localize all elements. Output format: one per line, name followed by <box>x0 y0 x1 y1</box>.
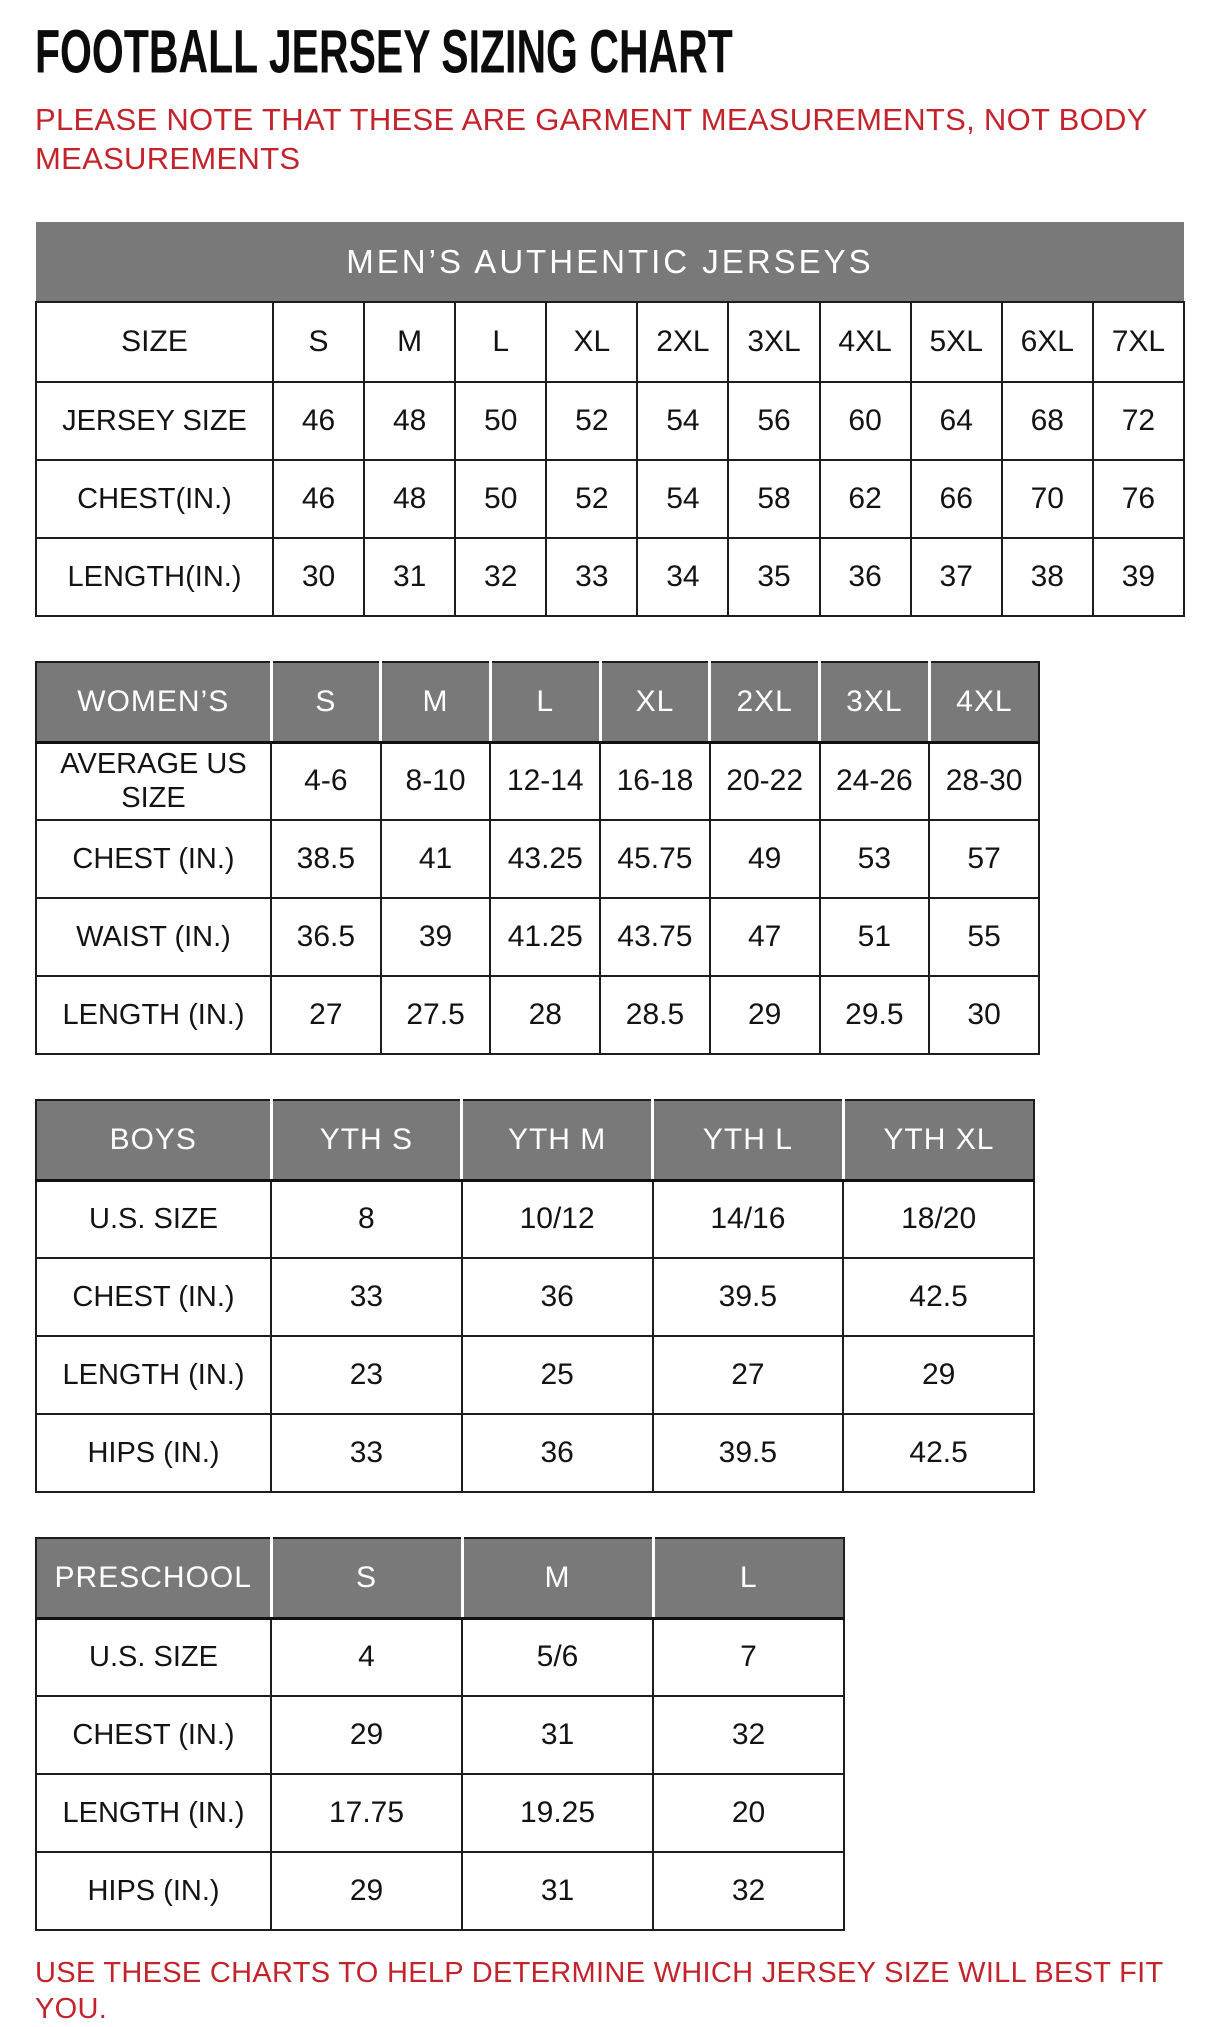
womens-value-cell: 4-6 <box>271 742 381 820</box>
womens-value-cell: 51 <box>820 898 930 976</box>
preschool-value-cell: 17.75 <box>271 1774 462 1852</box>
womens-row-label: AVERAGE US SIZE <box>36 742 271 820</box>
boys-row-label: LENGTH (IN.) <box>36 1336 271 1414</box>
mens-size-column-header: M <box>364 302 455 382</box>
boys-value-cell: 27 <box>653 1336 844 1414</box>
womens-size-column-header: M <box>381 662 491 742</box>
mens-table-row <box>36 382 1184 460</box>
womens-value-cell: 29.5 <box>820 976 930 1054</box>
preschool-row-label: U.S. SIZE <box>36 1618 271 1696</box>
mens-value-cell: 46 <box>273 460 364 538</box>
mens-value-cell: 54 <box>637 460 728 538</box>
mens-value-cell: 32 <box>455 538 546 616</box>
mens-table-row <box>36 538 1184 616</box>
mens-value-cell: 70 <box>1002 460 1093 538</box>
mens-row-label: LENGTH(IN.) <box>36 538 273 616</box>
womens-value-cell: 41 <box>381 820 491 898</box>
note-line-1: PLEASE NOTE THAT THESE ARE GARMENT MEASUREMENTS, NOT BODY <box>35 102 1148 137</box>
womens-size-column-header: S <box>271 662 381 742</box>
preschool-value-cell: 32 <box>653 1852 844 1930</box>
boys-value-cell: 29 <box>843 1336 1034 1414</box>
womens-row-label: WAIST (IN.) <box>36 898 271 976</box>
boys-size-column-header: YTH L <box>653 1100 844 1180</box>
womens-sizing-table <box>35 661 1040 1055</box>
mens-value-cell: 39 <box>1093 538 1184 616</box>
boys-group-label: BOYS <box>36 1100 271 1180</box>
mens-row-label: CHEST(IN.) <box>36 460 273 538</box>
preschool-value-cell: 19.25 <box>462 1774 653 1852</box>
mens-value-cell: 76 <box>1093 460 1184 538</box>
preschool-value-cell: 5/6 <box>462 1618 653 1696</box>
mens-size-column-header: 6XL <box>1002 302 1093 382</box>
womens-value-cell: 28.5 <box>600 976 710 1054</box>
womens-value-cell: 53 <box>820 820 930 898</box>
womens-value-cell: 43.75 <box>600 898 710 976</box>
boys-size-column-header: YTH S <box>271 1100 462 1180</box>
boys-table-row <box>36 1336 1034 1414</box>
womens-value-cell: 27 <box>271 976 381 1054</box>
womens-value-cell: 28-30 <box>929 742 1039 820</box>
mens-size-column-header: 3XL <box>728 302 819 382</box>
boys-table-row <box>36 1414 1034 1492</box>
boys-value-cell: 39.5 <box>653 1414 844 1492</box>
mens-row-label: JERSEY SIZE <box>36 382 273 460</box>
boys-header-row <box>36 1100 1034 1180</box>
mens-size-column-header: 5XL <box>911 302 1002 382</box>
boys-value-cell: 23 <box>271 1336 462 1414</box>
preschool-header-row <box>36 1538 844 1618</box>
preschool-row-label: LENGTH (IN.) <box>36 1774 271 1852</box>
womens-table-row <box>36 820 1039 898</box>
womens-value-cell: 41.25 <box>490 898 600 976</box>
mens-value-cell: 58 <box>728 460 819 538</box>
womens-value-cell: 38.5 <box>271 820 381 898</box>
womens-value-cell: 36.5 <box>271 898 381 976</box>
womens-size-column-header: 3XL <box>820 662 930 742</box>
mens-value-cell: 56 <box>728 382 819 460</box>
mens-table-row <box>36 460 1184 538</box>
boys-value-cell: 8 <box>271 1180 462 1258</box>
boys-size-column-header: YTH XL <box>843 1100 1034 1180</box>
womens-value-cell: 45.75 <box>600 820 710 898</box>
mens-banner-row <box>36 222 1184 302</box>
preschool-sizing-table <box>35 1537 845 1931</box>
womens-value-cell: 8-10 <box>381 742 491 820</box>
boys-value-cell: 36 <box>462 1258 653 1336</box>
preschool-value-cell: 32 <box>653 1696 844 1774</box>
preschool-size-column-header: S <box>271 1538 462 1618</box>
womens-value-cell: 29 <box>710 976 820 1054</box>
womens-value-cell: 55 <box>929 898 1039 976</box>
boys-row-label: HIPS (IN.) <box>36 1414 271 1492</box>
preschool-row-label: HIPS (IN.) <box>36 1852 271 1930</box>
womens-table-row <box>36 898 1039 976</box>
mens-value-cell: 54 <box>637 382 728 460</box>
mens-size-column-header: XL <box>546 302 637 382</box>
mens-value-cell: 36 <box>820 538 911 616</box>
mens-size-column-header: S <box>273 302 364 382</box>
preschool-size-column-header: L <box>653 1538 844 1618</box>
mens-value-cell: 48 <box>364 460 455 538</box>
boys-value-cell: 10/12 <box>462 1180 653 1258</box>
mens-sizing-table <box>35 222 1185 617</box>
mens-value-cell: 66 <box>911 460 1002 538</box>
preschool-value-cell: 7 <box>653 1618 844 1696</box>
womens-value-cell: 43.25 <box>490 820 600 898</box>
boys-value-cell: 33 <box>271 1258 462 1336</box>
mens-value-cell: 50 <box>455 382 546 460</box>
mens-value-cell: 37 <box>911 538 1002 616</box>
mens-value-cell: 48 <box>364 382 455 460</box>
boys-sizing-table <box>35 1099 1035 1493</box>
boys-table-row <box>36 1258 1034 1336</box>
mens-value-cell: 52 <box>546 382 637 460</box>
mens-value-cell: 34 <box>637 538 728 616</box>
womens-value-cell: 30 <box>929 976 1039 1054</box>
mens-value-cell: 68 <box>1002 382 1093 460</box>
womens-group-label: WOMEN’S <box>36 662 271 742</box>
mens-value-cell: 38 <box>1002 538 1093 616</box>
preschool-value-cell: 31 <box>462 1852 653 1930</box>
boys-size-column-header: YTH M <box>462 1100 653 1180</box>
boys-table-row <box>36 1180 1034 1258</box>
womens-value-cell: 47 <box>710 898 820 976</box>
womens-value-cell: 27.5 <box>381 976 491 1054</box>
boys-value-cell: 39.5 <box>653 1258 844 1336</box>
mens-banner-title: MEN’S AUTHENTIC JERSEYS <box>36 222 1184 302</box>
preschool-row-label: CHEST (IN.) <box>36 1696 271 1774</box>
boys-value-cell: 36 <box>462 1414 653 1492</box>
mens-header-row <box>36 302 1184 382</box>
boys-row-label: U.S. SIZE <box>36 1180 271 1258</box>
mens-size-column-header: 4XL <box>820 302 911 382</box>
womens-value-cell: 28 <box>490 976 600 1054</box>
mens-group-label: SIZE <box>36 302 273 382</box>
mens-value-cell: 35 <box>728 538 819 616</box>
womens-value-cell: 49 <box>710 820 820 898</box>
preschool-value-cell: 29 <box>271 1696 462 1774</box>
footer-note: USE THESE CHARTS TO HELP DETERMINE WHICH JERSEY SIZE WILL BEST FIT YOU. <box>35 1957 1163 2025</box>
preschool-size-column-header: M <box>462 1538 653 1618</box>
preschool-table-row <box>36 1618 844 1696</box>
mens-value-cell: 50 <box>455 460 546 538</box>
preschool-value-cell: 20 <box>653 1774 844 1852</box>
preschool-group-label: PRESCHOOL <box>36 1538 271 1618</box>
mens-value-cell: 60 <box>820 382 911 460</box>
preschool-value-cell: 31 <box>462 1696 653 1774</box>
womens-value-cell: 39 <box>381 898 491 976</box>
mens-size-column-header: 7XL <box>1093 302 1184 382</box>
womens-size-column-header: 4XL <box>929 662 1039 742</box>
boys-value-cell: 18/20 <box>843 1180 1034 1258</box>
preschool-table-row <box>36 1774 844 1852</box>
mens-size-column-header: 2XL <box>637 302 728 382</box>
womens-value-cell: 12-14 <box>490 742 600 820</box>
womens-row-label: LENGTH (IN.) <box>36 976 271 1054</box>
womens-header-row <box>36 662 1039 742</box>
boys-value-cell: 42.5 <box>843 1258 1034 1336</box>
mens-value-cell: 72 <box>1093 382 1184 460</box>
womens-table-row <box>36 976 1039 1054</box>
note-line-2: MEASUREMENTS <box>35 141 301 176</box>
mens-value-cell: 33 <box>546 538 637 616</box>
preschool-table-row <box>36 1852 844 1930</box>
garment-measurement-note <box>35 100 1185 178</box>
boys-value-cell: 42.5 <box>843 1414 1034 1492</box>
tables-container <box>35 222 1185 1931</box>
womens-value-cell: 57 <box>929 820 1039 898</box>
mens-value-cell: 30 <box>273 538 364 616</box>
mens-value-cell: 31 <box>364 538 455 616</box>
womens-value-cell: 16-18 <box>600 742 710 820</box>
mens-value-cell: 52 <box>546 460 637 538</box>
womens-row-label: CHEST (IN.) <box>36 820 271 898</box>
preschool-table-row <box>36 1696 844 1774</box>
mens-value-cell: 62 <box>820 460 911 538</box>
womens-size-column-header: XL <box>600 662 710 742</box>
womens-value-cell: 24-26 <box>820 742 930 820</box>
mens-size-column-header: L <box>455 302 546 382</box>
womens-size-column-header: 2XL <box>710 662 820 742</box>
boys-value-cell: 25 <box>462 1336 653 1414</box>
womens-size-column-header: L <box>490 662 600 742</box>
preschool-value-cell: 4 <box>271 1618 462 1696</box>
womens-value-cell: 20-22 <box>710 742 820 820</box>
mens-value-cell: 46 <box>273 382 364 460</box>
page-title: FOOTBALL JERSEY SIZING CHART <box>35 17 733 86</box>
boys-value-cell: 14/16 <box>653 1180 844 1258</box>
mens-value-cell: 64 <box>911 382 1002 460</box>
boys-value-cell: 33 <box>271 1414 462 1492</box>
womens-table-row <box>36 742 1039 820</box>
preschool-value-cell: 29 <box>271 1852 462 1930</box>
boys-row-label: CHEST (IN.) <box>36 1258 271 1336</box>
